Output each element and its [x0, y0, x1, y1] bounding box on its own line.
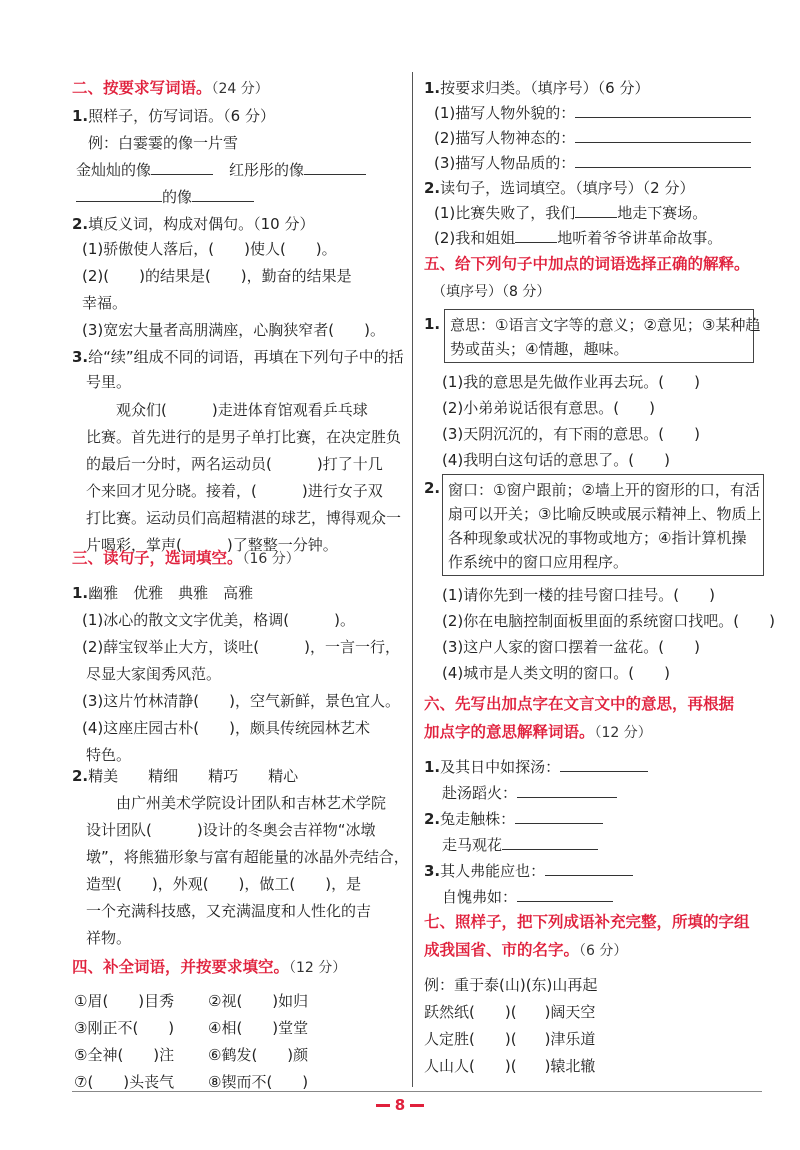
choice-line: (3)这户人家的窗口摆着一盆花。( ): [442, 638, 700, 656]
classical-line: 自愧弗如：: [442, 887, 613, 907]
question-line: (3)宽宏大量者高朋满座，心胸狭窄者( )。: [82, 321, 385, 339]
section-6-heading-cont: 加点字的意思解释词语。（12 分）: [424, 723, 652, 741]
idiom-item: ⑥鹤发( )颜: [208, 1046, 309, 1064]
example-text: 例：白霎霎的像一片雪: [88, 134, 239, 152]
answer-blank[interactable]: [515, 228, 557, 243]
choice-line: (1)我的意思是先做作业再去玩。( ): [442, 373, 700, 391]
answer-blank[interactable]: [575, 203, 617, 218]
classical-line: 赴汤蹈火：: [442, 783, 617, 803]
answer-blank[interactable]: [575, 103, 751, 118]
question-line: (1)冰心的散文文字优美，格调( )。: [82, 611, 355, 629]
passage-line: 的最后一分时，两名运动员( )打了十几: [86, 455, 383, 473]
column-divider: [412, 72, 413, 1087]
classify-line: (1)描写人物外貌的：: [434, 103, 751, 123]
idiom-item: ⑧锲而不( ): [208, 1073, 309, 1091]
section-4-heading: 四、补全词语，并按要求填空。（12 分）: [72, 958, 347, 976]
question-2-number: 2.: [424, 479, 441, 497]
passage-line: 一个充满科技感，又充满温度和人性化的吉: [86, 902, 372, 920]
passage-line: 打比赛。运动员们高超精湛的球艺，博得观众一: [86, 509, 402, 527]
idiom-item: ⑤全神( )注: [74, 1046, 175, 1064]
answer-blank[interactable]: [560, 757, 648, 772]
idiom-item: ②视( )如归: [208, 992, 309, 1010]
fill-line: (2)我和姐姐 地听着爷爷讲革命故事。: [434, 229, 723, 247]
classical-line: 2.兔走触株：: [424, 809, 603, 829]
answer-blank[interactable]: [192, 187, 254, 202]
answer-blank[interactable]: [545, 861, 633, 876]
idiom-row: 跃然纸( )( )阔天空: [424, 1003, 596, 1021]
definition-text: 势或苗头；④情趣，趣味。: [450, 340, 629, 358]
answer-blank[interactable]: [502, 835, 598, 850]
section-7-heading-cont: 成我国省、市的名字。（6 分）: [424, 941, 628, 959]
question-2: 2.精美 精细 精巧 精心: [72, 767, 299, 785]
idiom-example: 例：重于泰(山)(东)山再起: [424, 976, 598, 994]
choice-line: (3)天阴沉沉的，有下雨的意思。( ): [442, 425, 700, 443]
question-line: 号里。: [86, 373, 132, 391]
question-line: (4)这座庄园古朴( )，颇具传统园林艺术: [82, 719, 370, 737]
page-number: 8: [370, 1096, 430, 1114]
idiom-item: ③刚正不( ): [74, 1019, 175, 1037]
passage-line: 个来回才见分晓。接着，( )进行女子双: [86, 482, 383, 500]
idiom-item: ①眉( )目秀: [74, 992, 175, 1010]
passage-line: 造型( )，外观( )，做工( )，是: [86, 875, 362, 893]
answer-blank[interactable]: [151, 160, 213, 175]
passage-line: 由广州美术学院设计团队和吉林艺术学院: [116, 794, 387, 812]
idiom-item: ⑦( )头丧气: [74, 1073, 175, 1091]
question-1-number: 1.: [424, 315, 441, 333]
question-line: 尽显大家闺秀风范。: [86, 665, 222, 683]
idiom-item: ④相( )堂堂: [208, 1019, 309, 1037]
classical-line: 走马观花: [442, 835, 598, 855]
answer-blank[interactable]: [575, 153, 751, 168]
question-2: 2.读句子，选词填空。（填序号）（2 分）: [424, 179, 695, 197]
fill-row: 的像: [76, 187, 254, 207]
section-2-heading: 二、按要求写词语。（24 分）: [72, 79, 269, 97]
question-line: (2)薛宝钗举止大方，谈吐( )，一言一行，: [82, 638, 400, 656]
classify-line: (3)描写人物品质的：: [434, 153, 751, 173]
choice-line: (4)我明白这句话的意思了。( ): [442, 451, 670, 469]
definition-text: 各种现象或状况的事物或地方；④指计算机操: [448, 529, 747, 547]
classical-line: 3.其人弗能应也：: [424, 861, 633, 881]
choice-line: (1)请你先到一楼的挂号窗口挂号。( ): [442, 586, 715, 604]
question-line: 特色。: [86, 746, 132, 764]
section-3-heading: 三、读句子，选词填空。（16 分）: [72, 549, 300, 567]
fill-line: (1)比赛失败了，我们 地走下赛场。: [434, 204, 708, 222]
question-2: 2.填反义词，构成对偶句。（10 分）: [72, 215, 315, 233]
section-7-heading: 七、照样子，把下列成语补充完整，所填的字组: [424, 913, 750, 931]
passage-line: 设计团队( )设计的冬奥会吉祥物“冰墩: [86, 821, 376, 839]
question-1: 1.幽雅 优雅 典雅 高雅: [72, 584, 254, 602]
footer-rule: [72, 1091, 762, 1092]
answer-blank[interactable]: [575, 128, 751, 143]
fill-row: 金灿灿的像 红彤彤的像: [76, 160, 366, 180]
classical-line: 1.及其日中如探汤：: [424, 757, 648, 777]
passage-line: 墩”，将熊猫形象与富有超能量的冰晶外壳结合，: [86, 848, 409, 866]
answer-blank[interactable]: [304, 160, 366, 175]
passage-line: 比赛。首先进行的是男子单打比赛，在决定胜负: [86, 428, 402, 446]
choice-line: (2)小弟弟说话很有意思。( ): [442, 399, 655, 417]
passage-line: 片喝彩，掌声( )了整整一分钟。: [86, 536, 338, 554]
answer-blank[interactable]: [515, 809, 603, 824]
question-1: 1.按要求归类。（填序号）（6 分）: [424, 79, 650, 97]
idiom-row: 人山人( )( )辕北辙: [424, 1057, 596, 1075]
section-5-points: （填序号）（8 分）: [432, 284, 551, 300]
section-6-heading: 六、先写出加点字在文言文中的意思，再根据: [424, 695, 735, 713]
section-5-heading: 五、给下列句子中加点的词语选择正确的解释。: [424, 255, 750, 273]
question-1: 1.照样子，仿写词语。（6 分）: [72, 107, 275, 125]
idiom-row: 人定胜( )( )津乐道: [424, 1030, 596, 1048]
answer-blank[interactable]: [76, 187, 162, 202]
classify-line: (2)描写人物神态的：: [434, 128, 751, 148]
passage-line: 观众们( )走进体育馆观看乒乓球: [116, 401, 368, 419]
passage-line: 祥物。: [86, 929, 132, 947]
definition-text: 扇可以开关；③比喻反映或展示精神上、物质上: [448, 505, 762, 523]
question-line: (2)( )的结果是( )，勤奋的结果是: [82, 267, 352, 285]
question-line: 幸福。: [82, 294, 128, 312]
question-line: (3)这片竹林清静( )，空气新鲜，景色宜人。: [82, 692, 400, 710]
answer-blank[interactable]: [517, 887, 613, 902]
choice-line: (4)城市是人类文明的窗口。( ): [442, 664, 670, 682]
question-line: (1)骄傲使人落后，( )使人( )。: [82, 240, 337, 258]
definition-text: 意思：①语言文字等的意义；②意见；③某种趋: [450, 316, 761, 334]
definition-text: 窗口：①窗户跟前；②墙上开的窗形的口，有活: [448, 481, 760, 499]
answer-blank[interactable]: [517, 783, 617, 798]
choice-line: (2)你在电脑控制面板里面的系统窗口找吧。( ): [442, 612, 775, 630]
question-3: 3.给“续”组成不同的词语，再填在下列句子中的括: [72, 348, 404, 366]
definition-text: 作系统中的窗口应用程序。: [448, 553, 629, 571]
